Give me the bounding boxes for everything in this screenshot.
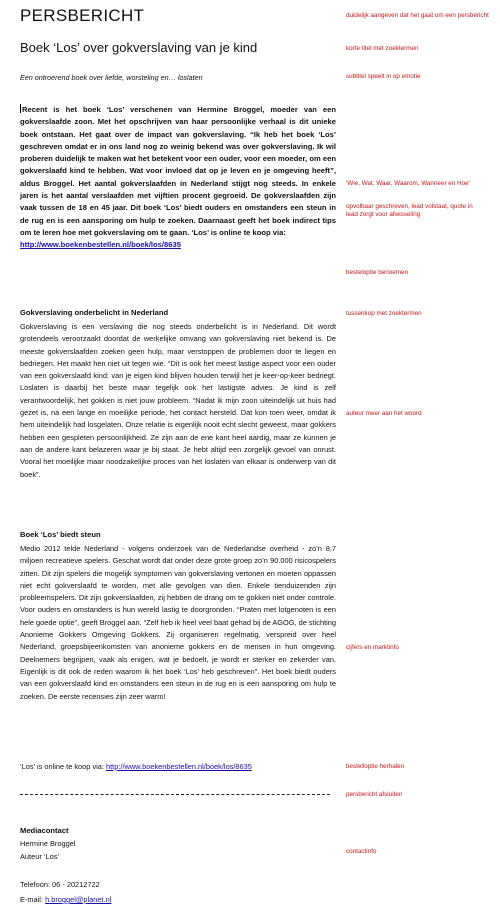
order-line: [20, 762, 252, 771]
order-link-repeat[interactable]: http://www.boekenbestellen.nl/boek/los/8635: [106, 762, 252, 771]
annotation-note: duidelijk aangeven dat het gaat om een persbericht: [346, 12, 489, 19]
annotation-note: tussenkop met zoektermen: [346, 310, 422, 317]
order-link[interactable]: http://www.boekenbestellen.nl/boek/los/8635: [20, 240, 181, 250]
lead-paragraph: [20, 104, 336, 252]
annotation-note: ‘Wie, Wat, Waar, Waarom, Wanneer en Hoe’: [346, 180, 470, 187]
subtitle: Een ontroerend boek over liefde, worsteling en… loslaten: [20, 73, 203, 82]
contact-email-link[interactable]: h.broggel@planet.nl: [45, 895, 112, 904]
annotation-note: subtitel speelt in op emotie: [346, 73, 421, 80]
annotation-note: cijfers en marktinfo: [346, 644, 399, 651]
section-heading-underexposed: Gokverslaving onderbelicht in Nederland: [20, 308, 169, 317]
order-line-text: ‘Los’ is online te koop via:: [20, 762, 104, 771]
closing-divider: [20, 794, 330, 795]
contact-phone: Telefoon: 06 - 20212722: [20, 880, 100, 889]
annotation-note: bestelloptie herhalen: [346, 763, 405, 770]
annotation-note: korte titel met zoektermen: [346, 45, 419, 52]
annotation-note: auteur meer aan het woord: [346, 410, 422, 417]
annotation-note: contactinfo: [346, 848, 377, 855]
section-heading-support: Boek ‘Los’ biedt steun: [20, 530, 101, 539]
section-body-support: Medio 2012 telde Nederland - volgens onderzoek van de Nederlandse overheid - zo’n 8,7 miljoen recreatieve spelers. Geschat wordt dat onder deze grote groep zo’n 90.000 risicospelers zitten. Dit zijn spelers die mogelijk symptomen van gokverslaving vertonen en moeten oppassen niet echt gokverslaafd te worden, met alle gevolgen van dien. Enkele tienduizenden zijn probleemspelers. Dit zijn gokverslaafden, zij hebben de drang om te gokken niet onder controle. Voor ouders en omstanders is hun wereld lastig te doorgronden. “Praten met lotgenoten is een hele goede optie”, geeft Broggel aan. “Zelf heb ik heel veel baat gehad bij de AGOG, de stichting Anonieme Gokkers Omgeving Gokkers. Zij organiseren regelmatig, verspreid over heel Nederland, groepsbijeenkomsten van anonieme gokkers en de mensen in hun omgeving. Deelnemers begrijpen, vaak als enigen, wat je bedoelt, je wordt er sterker en zekerder van. Eigenlijk is dit ook de reden waarom ik het boek ‘Los’ heb geschreven”. Het boek biedt ouders van een gokverslaafd kind en omstanders een steun in de rug en is een aansporing om hulp te zoeken. De eerste recensies zijn zeer warm!: [20, 544, 336, 701]
press-release-label: PERSBERICHT: [20, 6, 145, 25]
lead-text: Recent is het boek ‘Los’ verschenen van Hermine Broggel, moeder van een gokverslaafde zoon. Met het opschrijven van haar persoonlijke verhaal is dit unieke boek ontstaan. Het gaat over de impact van gokverslaving. “Ik heb het boek ‘Los’ geschreven omdat er in ons land nog zo weinig bekend was over gokverslaving. Ik wil proberen duidelijk te maken wat het betekent voor een ouder, voor een moeder, om een gokverslaafd kind te hebben. Wat voor invloed dat op je leven en je omgeving heeft”, aldus Broggel. Het aantal gokverslaafden in Nederland stijgt nog steeds. In enkele jaren is het aantal verslaafden met vijftien procent gegroeid. De gokverslaafden zijn vaak tussen de 18 en 45 jaar. Dit boek ‘Los’ biedt ouders en omstanders een steun in de rug en is een aansporing om hulp te zoeken. Daarnaast geeft het boek indirect tips om te leren hoe met gokverslaving om te gaan. ‘Los’ is online te koop via:: [20, 105, 336, 237]
page-title: Boek ‘Los’ over gokverslaving van je kind: [20, 40, 258, 55]
section-body-underexposed: Gokverslaving is een verslaving die nog steeds onderbelicht is in Nederland. Dit wordt grotendeels veroorzaakt doordat de werkelijke omvang van gokverslaving niet bekend is. De meeste gokverslaafden zoeken geen hulp, maar verstoppen de problemen door te liegen en bedriegen. Het maakt hen niet uit tegen wie. “Dit is ook het meest lastige aspect voor een ouder van een gokverslaafd kind: van je eigen kind blijven houden terwijl het je keer-op-keer bedriegt. Loslaten is daarbij het beste maar tegelijk ook het lastigste advies. Je kind is zelf verantwoordelijk, het gokken is niet jouw probleem. “Nadat ik mijn zoon uiteindelijk uit huis had gezet is, na een lange en moeilijke periode, het contact hersteld. Dat kon toen weer, omdat ik hem uiteindelijk had losgelaten. Onze relatie is eigenlijk nooit echt slecht geweest, maar gokkers hebben een gespleten persoonlijkheid. Ze zijn aan de ene kant heel aardig, maar ze kunnen je aan de andere kant belazeren waar je bij staat. Je hebt altijd een zorgelijk gevoel van onrust. Vooral het moeilijke maar noodzakelijke proces van het loslaten van elkaar is onderwerp van dit boek”.: [20, 322, 336, 479]
annotation-note: persbericht afsluiten: [346, 791, 403, 798]
annotation-note: opvolbaar geschreven, lead volstaat, quote in lead zorgt voor afwisseling: [346, 203, 473, 218]
contact-email-label: E-mail:: [20, 895, 43, 904]
contact-email: [20, 895, 111, 904]
contact-name: Hermine Broggel: [20, 839, 76, 848]
annotation-note: besteloptie benoemen: [346, 269, 408, 276]
text-cursor: [20, 104, 21, 113]
contact-role: Auteur ‘Los’: [20, 852, 60, 861]
contact-heading: Mediacontact: [20, 826, 69, 835]
